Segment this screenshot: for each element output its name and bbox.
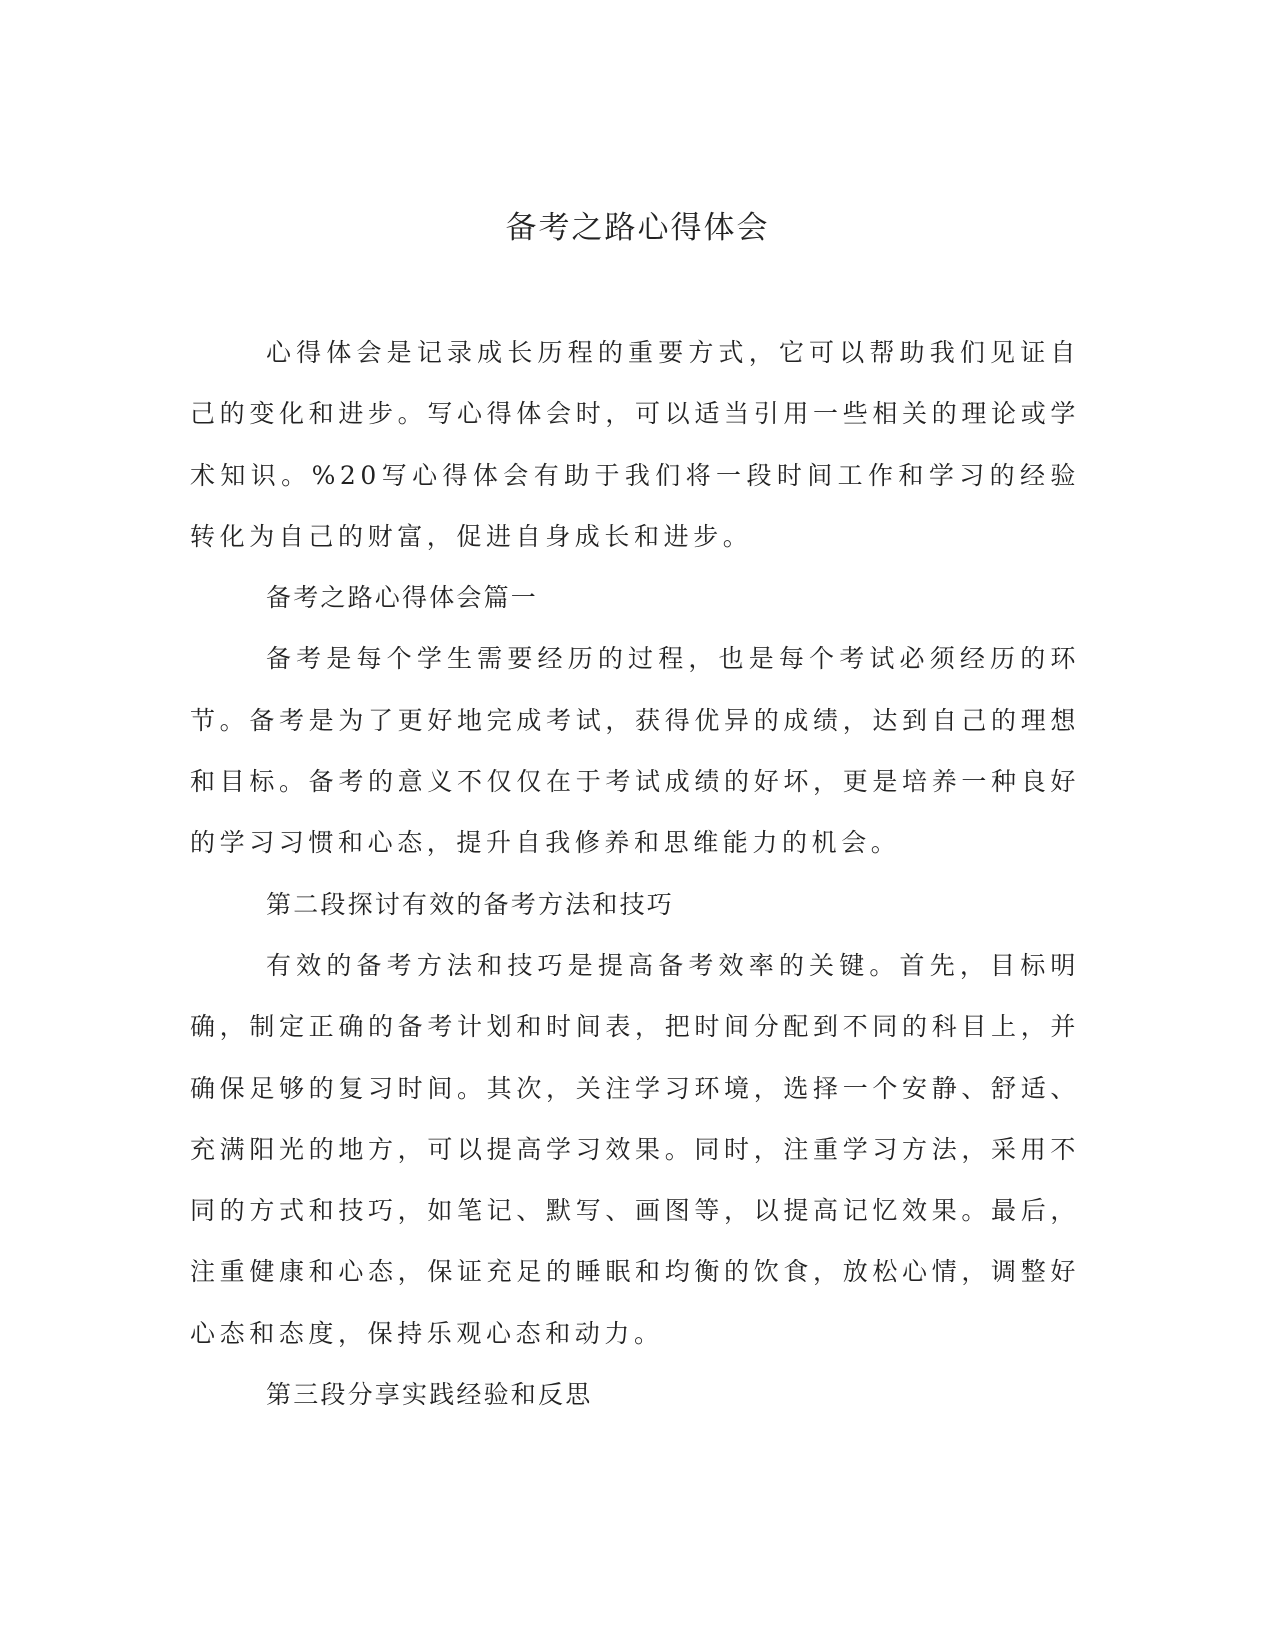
section-heading-part-three: 第三段分享实践经验和反思 [266, 1380, 593, 1410]
paragraph-part-two: 有效的备考方法和技巧是提高备考效率的关键。首先，目标明确，制定正确的备考计划和时间表，把时间分配到不同的科目上，并确保足够的复习时间。其次，关注学习环境，选择一个安静、舒适、充满阳光的地方，可以提高学习效果。同时，注重学习方法，采用不同的方式和技巧，如笔记、默写、画图等，以提高记忆效果。最后，注重健康和心态，保证充足的睡眠和均衡的饮食，放松心情，调整好心态和态度，保持乐观心态和动力。 [190, 950, 1080, 1348]
paragraph-part-one: 备考是每个学生需要经历的过程，也是每个考试必须经历的环节。备考是为了更好地完成考试，获得优异的成绩，达到自己的理想和目标。备考的意义不仅仅在于考试成绩的好坏，更是培养一种良好的学习习惯和心态，提升自我修养和思维能力的机会。 [190, 644, 1080, 858]
section-heading-part-one: 备考之路心得体会篇一 [266, 583, 539, 613]
intro-paragraph: 心得体会是记录成长历程的重要方式，它可以帮助我们见证自己的变化和进步。写心得体会时，可以适当引用一些相关的理论或学术知识。%20写心得体会有助于我们将一段时间工作和学习的经验转化为自己的财富，促进自身成长和进步。 [190, 338, 1080, 551]
document-body [190, 322, 1080, 1425]
section-heading-part-two: 第二段探讨有效的备考方法和技巧 [266, 889, 675, 919]
document-title: 备考之路心得体会 [505, 210, 770, 246]
